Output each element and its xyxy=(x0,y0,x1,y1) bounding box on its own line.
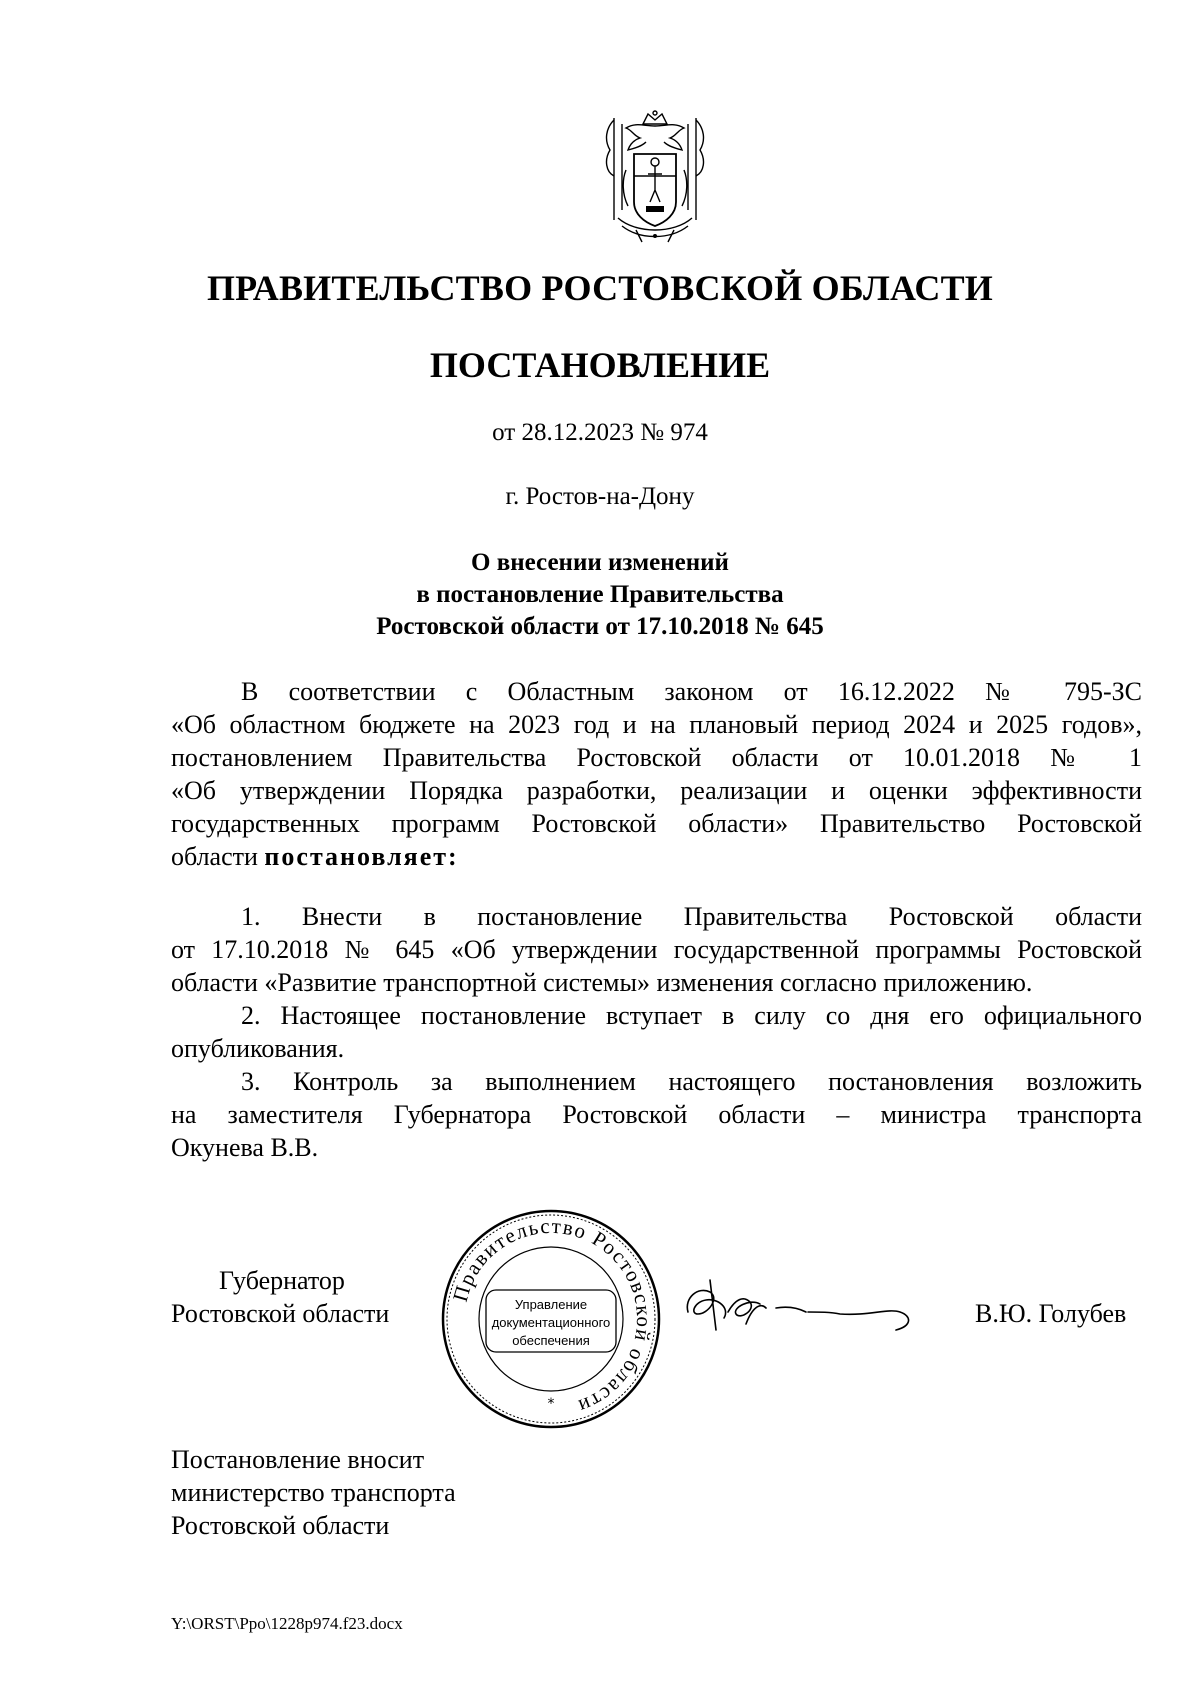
subject-line: О внесении изменений xyxy=(471,549,729,576)
government-title: ПРАВИТЕЛЬСТВО РОСТОВСКОЙ ОБЛАСТИ xyxy=(206,268,994,308)
submitter-line: Ростовской области xyxy=(171,1511,390,1540)
seal-center-line: документационного xyxy=(491,1315,611,1330)
resolution-keyword: постановляет: xyxy=(264,842,459,871)
preamble-line: «Об утверждении Порядка разработки, реализации и оценки эффективности xyxy=(171,776,1142,805)
preamble-line: «Об областном бюджете на 2023 год и на плановый период 2024 и 2025 годов», xyxy=(171,710,1142,739)
preamble-last-line xyxy=(171,840,1142,873)
official-seal-stamp xyxy=(440,1208,662,1430)
svg-text:*: * xyxy=(547,1396,555,1412)
document-type-title: ПОСТАНОВЛЕНИЕ xyxy=(429,345,771,385)
signer-position-line: Ростовской области xyxy=(171,1299,390,1328)
preamble-line: В соответствии с Областным законом от 16.12.2022 № 795-ЗС xyxy=(241,677,1142,706)
document-date-number: от 28.12.2023 № 974 xyxy=(492,419,708,446)
item-2-line: опубликования. xyxy=(171,1034,345,1063)
preamble-line: государственных программ Ростовской области» Правительство Ростовской xyxy=(171,809,1142,838)
item-1-line: 1. Внести в постановление Правительства Ростовской области xyxy=(241,902,1142,931)
preamble-last-prefix: области xyxy=(171,842,265,871)
item-1-line: области «Развитие транспортной системы» изменения согласно приложению. xyxy=(171,968,1033,997)
submitter-note xyxy=(171,1443,456,1542)
submitter-line: Постановление вносит xyxy=(171,1445,425,1474)
seal-ring-text: Правительство Ростовской области xyxy=(447,1213,657,1420)
signer-position-line: Губернатор xyxy=(219,1266,345,1295)
document-place: г. Ростов-на-Дону xyxy=(505,483,695,510)
preamble-paragraph xyxy=(171,675,1142,873)
item-3-line: Окунева В.В. xyxy=(171,1133,319,1162)
resolution-items xyxy=(171,900,1142,1164)
item-3-line: 3. Контроль за выполнением настоящего постановления возложить xyxy=(241,1067,1142,1096)
subject-line: Ростовской области от 17.10.2018 № 645 xyxy=(376,613,824,640)
preamble-line: постановлением Правительства Ростовской области от 10.01.2018 № 1 xyxy=(171,743,1142,772)
subject-line: в постановление Правительства xyxy=(416,581,784,608)
item-3-line: на заместителя Губернатора Ростовской области – министра транспорта xyxy=(171,1100,1142,1129)
document-subject xyxy=(0,547,1200,643)
seal-center-line: обеспечения xyxy=(512,1333,590,1348)
signer-position xyxy=(171,1264,389,1330)
rostov-oblast-coat-of-arms-icon xyxy=(596,110,714,245)
handwritten-signature-icon xyxy=(680,1268,930,1340)
file-path-footer: Y:\ORST\Ppo\1228p974.f23.docx xyxy=(171,1614,403,1633)
seal-center-line: Управление xyxy=(514,1297,588,1312)
submitter-line: министерство транспорта xyxy=(171,1478,456,1507)
item-1-line: от 17.10.2018 № 645 «Об утверждении государственной программы Ростовской xyxy=(171,935,1142,964)
signer-name: В.Ю. Голубев xyxy=(975,1299,1127,1328)
item-2-line: 2. Настоящее постановление вступает в силу со дня его официального xyxy=(241,1001,1142,1030)
